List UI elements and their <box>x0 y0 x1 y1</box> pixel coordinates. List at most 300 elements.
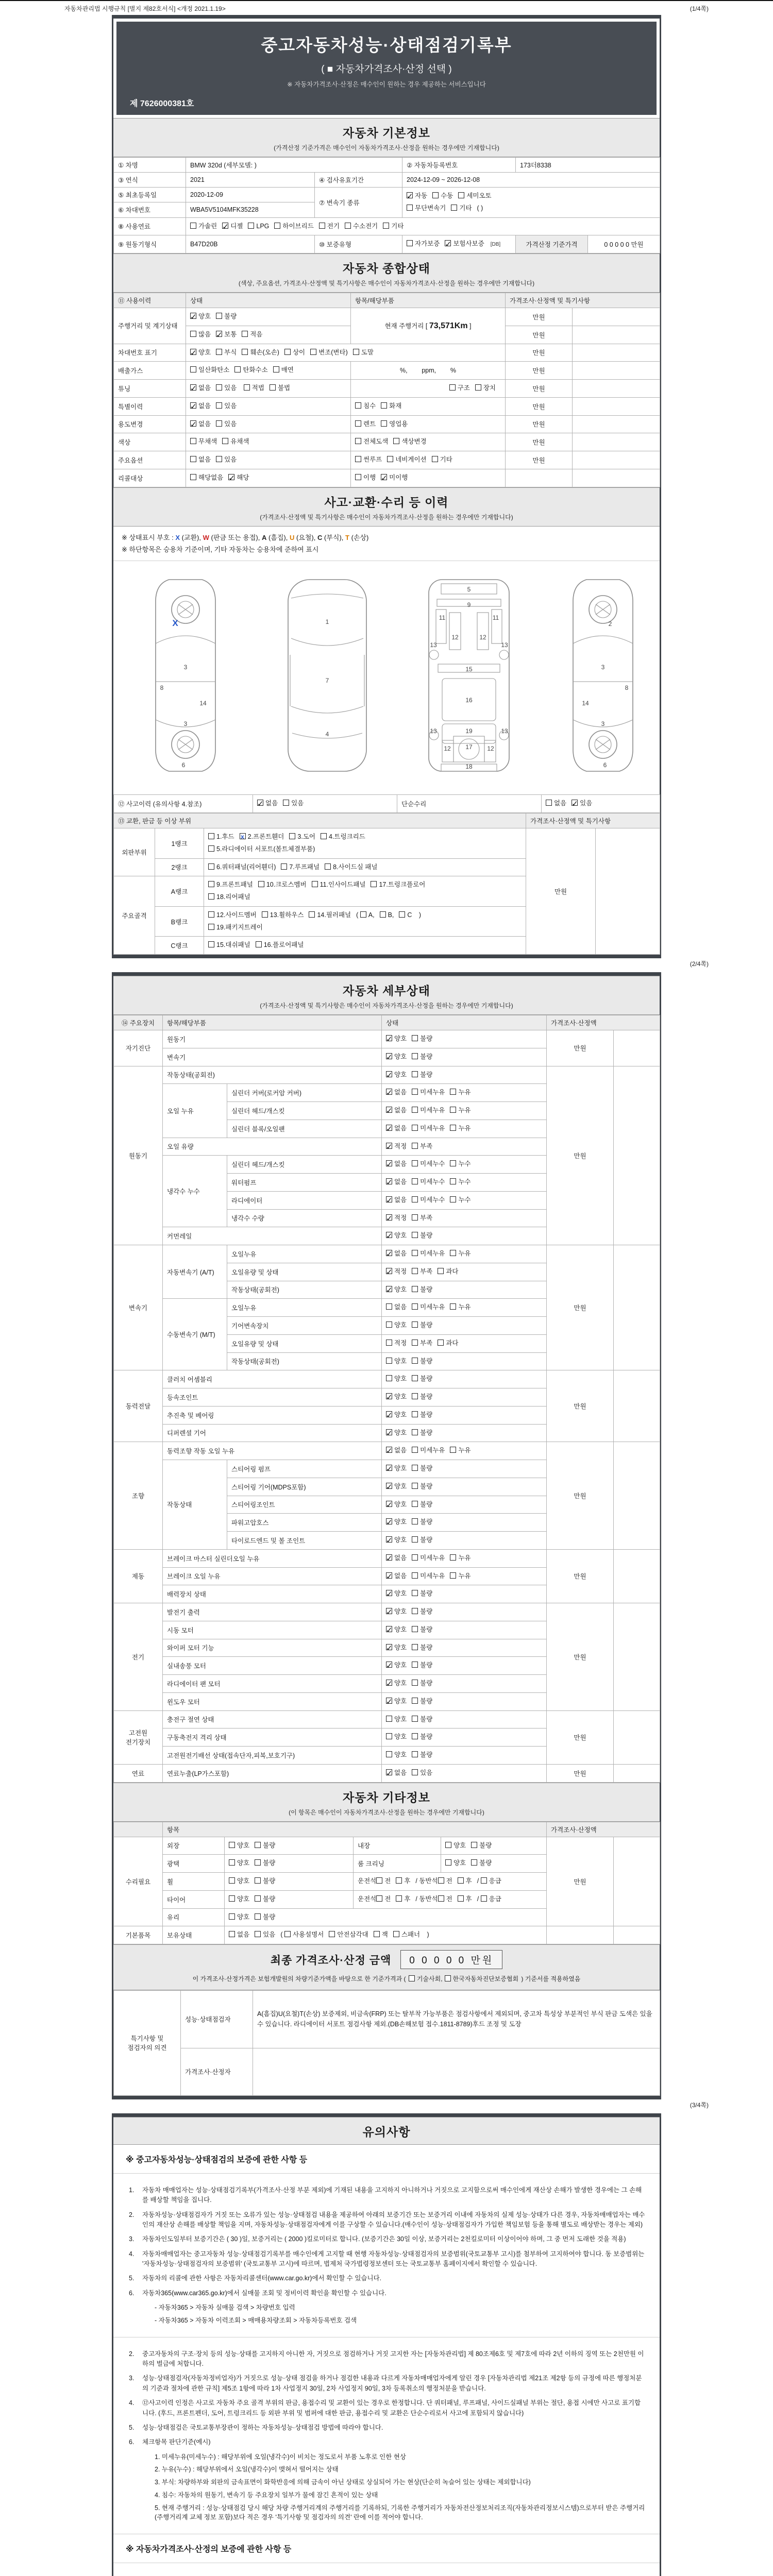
checkbox[interactable] <box>396 1895 402 1902</box>
option: ✓ 없음 <box>386 1123 407 1135</box>
checkbox[interactable] <box>216 384 222 391</box>
checkbox[interactable] <box>208 845 214 852</box>
option: 불량 <box>255 1840 275 1852</box>
checkbox[interactable] <box>386 1483 392 1489</box>
checkbox[interactable] <box>412 1626 418 1632</box>
checkbox[interactable] <box>208 924 214 930</box>
checkbox[interactable] <box>386 1196 392 1202</box>
checkbox[interactable] <box>438 1340 444 1346</box>
status-code-line: ※ 상태표시 부호 : X (교환), W (판금 또는 용접), A (흠집), U (요철), C (부식), T (손상) <box>122 533 369 541</box>
option: 불량 <box>412 1534 432 1547</box>
checkbox[interactable] <box>396 1877 402 1884</box>
checkbox[interactable] <box>229 1913 235 1920</box>
checkbox[interactable] <box>319 223 325 229</box>
checkbox[interactable] <box>386 1375 392 1381</box>
checkbox[interactable] <box>412 1375 418 1381</box>
cell: 만원 <box>547 1603 614 1711</box>
option: 미세누유 <box>412 1248 445 1260</box>
checkbox[interactable] <box>255 1877 261 1884</box>
checkbox[interactable] <box>412 1644 418 1650</box>
checkbox[interactable] <box>412 1429 418 1435</box>
checkbox[interactable] <box>376 1895 382 1902</box>
checkbox[interactable] <box>190 474 196 480</box>
option: 부족 <box>412 1266 432 1278</box>
checkbox[interactable] <box>381 474 387 480</box>
checkbox[interactable] <box>412 1214 418 1221</box>
cell: 실린더 헤드/개스킷 <box>227 1102 382 1120</box>
checkbox[interactable] <box>412 1483 418 1489</box>
checkbox[interactable] <box>450 1572 456 1579</box>
checkbox[interactable] <box>386 1698 392 1704</box>
checkbox[interactable] <box>190 438 196 444</box>
cell <box>186 362 351 380</box>
checkbox[interactable] <box>289 833 295 839</box>
checkbox[interactable] <box>407 205 413 211</box>
checkbox[interactable] <box>355 456 361 462</box>
checkbox[interactable] <box>321 833 327 839</box>
cell <box>614 1245 660 1370</box>
checkbox[interactable] <box>412 1465 418 1471</box>
checkbox[interactable] <box>190 402 196 409</box>
checkbox[interactable] <box>386 1071 392 1077</box>
checkbox[interactable] <box>412 1196 418 1202</box>
checkbox[interactable] <box>386 1232 392 1238</box>
checkbox[interactable] <box>450 1107 456 1113</box>
checkbox[interactable] <box>386 1393 392 1399</box>
checkbox[interactable] <box>450 1196 456 1202</box>
checkbox[interactable] <box>412 1554 418 1561</box>
checkbox[interactable] <box>216 420 222 427</box>
checkbox[interactable] <box>386 1733 392 1739</box>
checkbox[interactable] <box>481 1877 487 1884</box>
checkbox[interactable] <box>412 1250 418 1256</box>
cell <box>351 415 506 433</box>
checkbox[interactable] <box>208 863 214 870</box>
checkbox[interactable] <box>256 941 262 947</box>
checkbox[interactable] <box>412 1143 418 1149</box>
checkbox[interactable] <box>255 1842 261 1848</box>
checkbox[interactable] <box>386 1178 392 1184</box>
option: 양호 <box>386 1319 407 1332</box>
checkbox[interactable] <box>208 941 214 947</box>
notice-item: 3. 성능·상태점검자(자동차정비업자)가 거짓으로 성능·상태 점검을 하거나 점검한 내용과 다르게 자동차매매업자에게 알린 경우 [자동차관리법 제21조 제2항 등의 규정에 따른 행정처분의 기준과 절차에 관한 규칙] 제5조 1항에 따라 1차 사업정지 30일, 2차 사업정지 90일, 3차 등록취소의 행정처분을 받습니다. <box>129 2375 642 2392</box>
checkbox[interactable] <box>450 1178 456 1184</box>
checkbox[interactable] <box>257 800 263 806</box>
option: ✓ 적정 <box>386 1141 407 1153</box>
checkbox[interactable] <box>546 800 552 806</box>
checkbox[interactable] <box>386 1769 392 1775</box>
cell: 고전원 전기장치 <box>114 1710 163 1764</box>
checkbox[interactable] <box>386 1268 392 1274</box>
checkbox[interactable] <box>412 1501 418 1507</box>
option: 후 <box>396 1875 410 1888</box>
cell: 작동상태(공회전) <box>227 1281 382 1299</box>
option: 불량 <box>412 1355 432 1368</box>
option: ✓ 양호 <box>386 1696 407 1708</box>
option: 양호 <box>386 1749 407 1761</box>
panel-number: 12 <box>479 634 486 641</box>
panel-number: 17 <box>465 743 473 751</box>
checkbox[interactable] <box>450 1125 456 1131</box>
final-price-bar <box>113 1944 660 1990</box>
option: 무단변속기 <box>407 202 446 215</box>
checkbox[interactable] <box>208 881 214 887</box>
panel-number: 13 <box>501 641 508 649</box>
checkbox[interactable] <box>412 1518 418 1524</box>
final-price-label: 최종 가격조사·산정 금액 <box>270 1954 392 1967</box>
checkbox[interactable] <box>412 1268 418 1274</box>
cell <box>225 1890 354 1908</box>
cell: 만원 <box>506 362 573 380</box>
cell: 스티어링 기어(MDPS포함) <box>227 1478 382 1496</box>
checkbox[interactable] <box>386 1662 392 1668</box>
checkbox[interactable] <box>412 1321 418 1328</box>
checkbox[interactable] <box>190 349 196 355</box>
checkbox[interactable] <box>386 1626 392 1632</box>
checkbox[interactable] <box>190 456 196 462</box>
cell <box>441 1855 547 1873</box>
checkbox[interactable] <box>255 1859 261 1866</box>
panel-number: 12 <box>444 745 451 753</box>
checkbox[interactable] <box>355 438 361 444</box>
car-damage-diagram <box>113 561 660 794</box>
option: 11.인사이드패널 <box>312 879 366 891</box>
checkbox[interactable] <box>374 1931 380 1937</box>
checkbox[interactable] <box>242 349 248 355</box>
checkbox[interactable] <box>325 863 331 870</box>
checkbox[interactable] <box>458 1877 464 1884</box>
checkbox[interactable] <box>386 1107 392 1113</box>
checkbox[interactable] <box>229 1931 235 1937</box>
checkbox[interactable] <box>386 1572 392 1579</box>
cell <box>186 469 351 487</box>
checkbox[interactable] <box>190 384 196 391</box>
checkbox[interactable] <box>475 384 481 391</box>
checkbox[interactable] <box>386 1286 392 1292</box>
checkbox[interactable] <box>216 331 222 337</box>
checkbox[interactable] <box>190 313 196 319</box>
checkbox[interactable] <box>412 1035 418 1041</box>
checkbox[interactable] <box>383 223 389 229</box>
option: ✓ 없음 <box>386 1552 407 1565</box>
checkbox[interactable] <box>386 1518 392 1524</box>
checkbox[interactable] <box>445 1975 451 1981</box>
option: ✓ 양호 <box>386 1642 407 1654</box>
checkbox[interactable] <box>412 1160 418 1166</box>
notice-item-list <box>113 2563 660 2576</box>
option: 불량 <box>412 1409 432 1421</box>
cell: 실내송풍 모터 <box>163 1657 382 1675</box>
checkbox[interactable] <box>399 911 405 918</box>
checkbox[interactable] <box>242 331 248 337</box>
checkbox[interactable] <box>229 1842 235 1848</box>
checkbox[interactable] <box>450 1089 456 1095</box>
checkbox[interactable] <box>386 1716 392 1722</box>
cell <box>382 1048 547 1066</box>
checkbox[interactable] <box>208 833 214 839</box>
checkbox[interactable] <box>412 1393 418 1399</box>
notice-subitem: 3. 부식: 차량하부와 외판의 금속표면이 화학반응에 의해 금속이 아닌 상태로 상실되어 가는 현상(단순히 녹슬어 있는 상태는 제외합니다) <box>155 2479 531 2486</box>
checkbox[interactable] <box>222 223 228 229</box>
cell: 라디에이터 팬 모터 <box>163 1675 382 1693</box>
checkbox[interactable] <box>412 1608 418 1614</box>
checkbox[interactable] <box>438 1895 444 1902</box>
checkbox[interactable] <box>438 1268 444 1274</box>
checkbox[interactable] <box>393 1931 399 1937</box>
checkbox[interactable] <box>450 1250 456 1256</box>
checkbox[interactable] <box>228 474 234 480</box>
option: 누유 <box>450 1105 470 1117</box>
checkbox[interactable] <box>412 1536 418 1543</box>
checkbox[interactable] <box>412 1358 418 1364</box>
checkbox[interactable] <box>432 456 438 462</box>
cell <box>382 1245 547 1263</box>
checkbox[interactable] <box>386 1411 392 1417</box>
checkbox[interactable] <box>284 1931 291 1937</box>
checkbox[interactable] <box>445 1859 451 1866</box>
cell <box>382 1174 547 1192</box>
checkbox[interactable] <box>208 893 214 900</box>
option: 불량 <box>412 1588 432 1600</box>
checkbox[interactable] <box>572 800 578 806</box>
checkbox[interactable] <box>412 1447 418 1453</box>
checkbox[interactable] <box>412 1107 418 1113</box>
option: ✓ 없음 <box>386 1194 407 1207</box>
checkbox[interactable] <box>190 331 196 337</box>
checkbox[interactable] <box>386 1751 392 1757</box>
checkbox[interactable] <box>262 911 268 918</box>
checkbox[interactable] <box>229 1895 235 1902</box>
checkbox[interactable] <box>380 911 386 918</box>
checkbox[interactable] <box>412 1662 418 1668</box>
checkbox[interactable] <box>412 1232 418 1238</box>
section-title-text: 사고·교환·수리 등 이력 <box>324 495 449 509</box>
checkbox[interactable] <box>386 1143 392 1149</box>
checkbox[interactable] <box>393 438 399 444</box>
checkbox[interactable] <box>412 1340 418 1346</box>
checkbox[interactable] <box>386 1644 392 1650</box>
checkbox[interactable] <box>471 1842 477 1848</box>
checkbox[interactable] <box>386 1250 392 1256</box>
checkbox[interactable] <box>412 1303 418 1310</box>
option: 불량 <box>412 1391 432 1403</box>
option: 기술사회, <box>409 1973 443 1985</box>
option: 불량 <box>412 1606 432 1618</box>
checkbox[interactable] <box>458 1895 464 1902</box>
column-header: 항목/해당부품 <box>351 293 506 308</box>
checkbox[interactable] <box>234 366 241 372</box>
checkbox[interactable] <box>353 349 359 355</box>
checkbox[interactable] <box>386 1303 392 1310</box>
checkbox[interactable] <box>445 240 451 246</box>
checkbox[interactable] <box>386 1465 392 1471</box>
option: ✓ 없음 <box>190 400 211 413</box>
checkbox[interactable] <box>386 1214 392 1221</box>
section-notice-title <box>113 2117 660 2145</box>
option: 불량 <box>412 1642 432 1654</box>
checkbox[interactable] <box>386 1053 392 1059</box>
checkbox[interactable] <box>412 1071 418 1077</box>
cell <box>186 308 351 326</box>
checkbox[interactable] <box>216 349 222 355</box>
checkbox[interactable] <box>208 911 214 918</box>
option: 세미오토 <box>458 190 491 202</box>
checkbox[interactable] <box>412 1089 418 1095</box>
checkbox[interactable] <box>386 1160 392 1166</box>
cell: 가격조사·산정자 <box>181 2048 253 2095</box>
checkbox[interactable] <box>450 1303 456 1310</box>
option: 불량 <box>216 311 237 323</box>
checkbox[interactable] <box>386 1608 392 1614</box>
option: 전체도색 <box>355 436 388 448</box>
checkbox[interactable] <box>244 384 250 391</box>
checkbox[interactable] <box>438 1877 444 1884</box>
checkbox[interactable] <box>190 366 196 372</box>
cell <box>382 1317 547 1335</box>
checkbox[interactable] <box>248 223 254 229</box>
checkbox[interactable] <box>412 1698 418 1704</box>
checkbox[interactable] <box>222 438 228 444</box>
checkbox[interactable] <box>371 881 377 887</box>
checkbox[interactable] <box>471 1859 477 1866</box>
checkbox[interactable] <box>412 1769 418 1775</box>
document-header <box>116 22 657 115</box>
checkbox[interactable] <box>355 402 361 409</box>
checkbox[interactable] <box>284 349 291 355</box>
checkbox[interactable] <box>412 1053 418 1059</box>
checkbox[interactable] <box>281 863 287 870</box>
option: 누유 <box>450 1087 470 1099</box>
option: 불량 <box>412 1714 432 1726</box>
option: 미세누유 <box>412 1445 445 1457</box>
checkbox[interactable] <box>255 1931 261 1937</box>
section-note: (가격산정 기준가격은 매수인이 자동차가격조사·산정을 원하는 경우에만 기재합니다) <box>274 144 499 151</box>
checkbox[interactable] <box>258 881 264 887</box>
notice-subitem: 1. 미세누유(미세누수) : 해당부위에 오일(냉각수)이 비치는 정도로서 부품 노후로 인한 현상 <box>155 2453 406 2461</box>
option: 미세누유 <box>412 1570 445 1583</box>
checkbox[interactable] <box>409 1975 415 1981</box>
checkbox[interactable] <box>386 1089 392 1095</box>
cell <box>382 1156 547 1174</box>
cell <box>382 1066 547 1084</box>
checkbox[interactable] <box>407 192 413 198</box>
option: ✓ 양호 <box>386 1427 407 1439</box>
checkbox[interactable] <box>450 1554 456 1561</box>
checkbox[interactable] <box>412 1751 418 1757</box>
checkbox[interactable] <box>412 1733 418 1739</box>
checkbox[interactable] <box>310 349 316 355</box>
checkbox[interactable] <box>216 402 222 409</box>
checkbox[interactable] <box>255 1913 261 1920</box>
checkbox[interactable] <box>450 1447 456 1453</box>
cell: 용도변경 <box>114 415 186 433</box>
checkbox[interactable] <box>229 1877 235 1884</box>
checkbox[interactable] <box>386 1501 392 1507</box>
checkbox[interactable] <box>376 1877 382 1884</box>
checkbox[interactable] <box>445 1842 451 1848</box>
checkbox[interactable] <box>329 1931 335 1937</box>
checkbox[interactable] <box>386 1447 392 1453</box>
section-misc-title <box>113 1783 660 1822</box>
checkbox[interactable] <box>309 911 315 918</box>
cell <box>225 1873 354 1891</box>
checkbox[interactable] <box>345 223 351 229</box>
checkbox[interactable] <box>481 1895 487 1902</box>
checkbox[interactable] <box>312 881 318 887</box>
checkbox[interactable] <box>458 192 464 198</box>
option: 가솔린 <box>190 221 217 233</box>
checkbox[interactable] <box>386 1590 392 1596</box>
checkbox[interactable] <box>216 456 222 462</box>
cell: ✓자동 수동 세미오토 무단변속기 기타 ( ) <box>402 188 660 218</box>
checkbox[interactable] <box>451 205 457 211</box>
checkbox[interactable] <box>412 1680 418 1686</box>
checkbox[interactable] <box>240 833 246 839</box>
checkbox[interactable] <box>283 800 289 806</box>
checkbox[interactable] <box>412 1411 418 1417</box>
checkbox[interactable] <box>190 223 196 229</box>
checkbox[interactable] <box>381 420 387 427</box>
cell: 오일유량 및 상태 <box>227 1334 382 1352</box>
cell <box>351 433 506 451</box>
checkbox[interactable] <box>386 1340 392 1346</box>
checkbox[interactable] <box>255 1895 261 1902</box>
cell <box>573 451 660 469</box>
option: 불량 <box>412 1051 432 1063</box>
cell: 만원 <box>506 397 573 415</box>
checkbox[interactable] <box>412 1590 418 1596</box>
option: ✓ 보험사보증 <box>445 238 484 250</box>
checkbox[interactable] <box>412 1178 418 1184</box>
checkbox[interactable] <box>449 384 456 391</box>
checkbox[interactable] <box>412 1125 418 1131</box>
checkbox[interactable] <box>432 192 439 198</box>
checkbox[interactable] <box>355 420 361 427</box>
column-header: 상태 <box>186 293 351 308</box>
checkbox[interactable] <box>216 313 222 319</box>
checkbox[interactable] <box>412 1716 418 1722</box>
checkbox[interactable] <box>386 1429 392 1435</box>
cell: A랭크 <box>155 876 204 907</box>
cell: 추진축 및 베어링 <box>163 1406 382 1424</box>
final-price-note: 이 가격조사·산정가격은 보험개발원의 차량기준가액을 바탕으로 한 기준가격과 ( 기술사회, 한국자동차진단보증협회 ) 기준서를 적용하였음 <box>119 1973 654 1985</box>
checkbox[interactable] <box>386 1358 392 1364</box>
checkbox[interactable] <box>386 1536 392 1543</box>
checkbox[interactable] <box>386 1035 392 1041</box>
checkbox[interactable] <box>412 1286 418 1292</box>
checkbox[interactable] <box>386 1680 392 1686</box>
checkbox[interactable] <box>386 1321 392 1328</box>
checkbox[interactable] <box>273 366 279 372</box>
checkbox[interactable] <box>381 402 387 409</box>
checkbox[interactable] <box>412 1572 418 1579</box>
checkbox[interactable] <box>355 474 361 480</box>
checkbox[interactable] <box>360 911 366 918</box>
checkbox[interactable] <box>274 223 280 229</box>
checkbox[interactable] <box>386 1125 392 1131</box>
checkbox[interactable] <box>190 420 196 427</box>
checkbox[interactable] <box>270 384 276 391</box>
checkbox[interactable] <box>450 1160 456 1166</box>
notice-item: 4. 자동차매매업자는 중고자동차 성능·상태점검기록부를 매수인에게 고지할 때 현행 자동차성능·상태점검자의 보증범위(국토교통부 고시)를 첨부하여 고지하여야 합니다. 동 보증범위는 '자동차성능·상태점검자의 보증범위' (국토교통부 고시)에 따르며, 법제처 국가법령정보센터 또는 국토교통부 홈페이지에서 확인할 수 있습니다. <box>129 2250 645 2268</box>
option: 기타 <box>383 221 404 233</box>
cell <box>382 1514 547 1532</box>
checkbox[interactable] <box>229 1859 235 1866</box>
checkbox[interactable] <box>386 1554 392 1561</box>
cell <box>382 1281 547 1299</box>
checkbox[interactable] <box>387 456 393 462</box>
checkbox[interactable] <box>407 240 413 246</box>
